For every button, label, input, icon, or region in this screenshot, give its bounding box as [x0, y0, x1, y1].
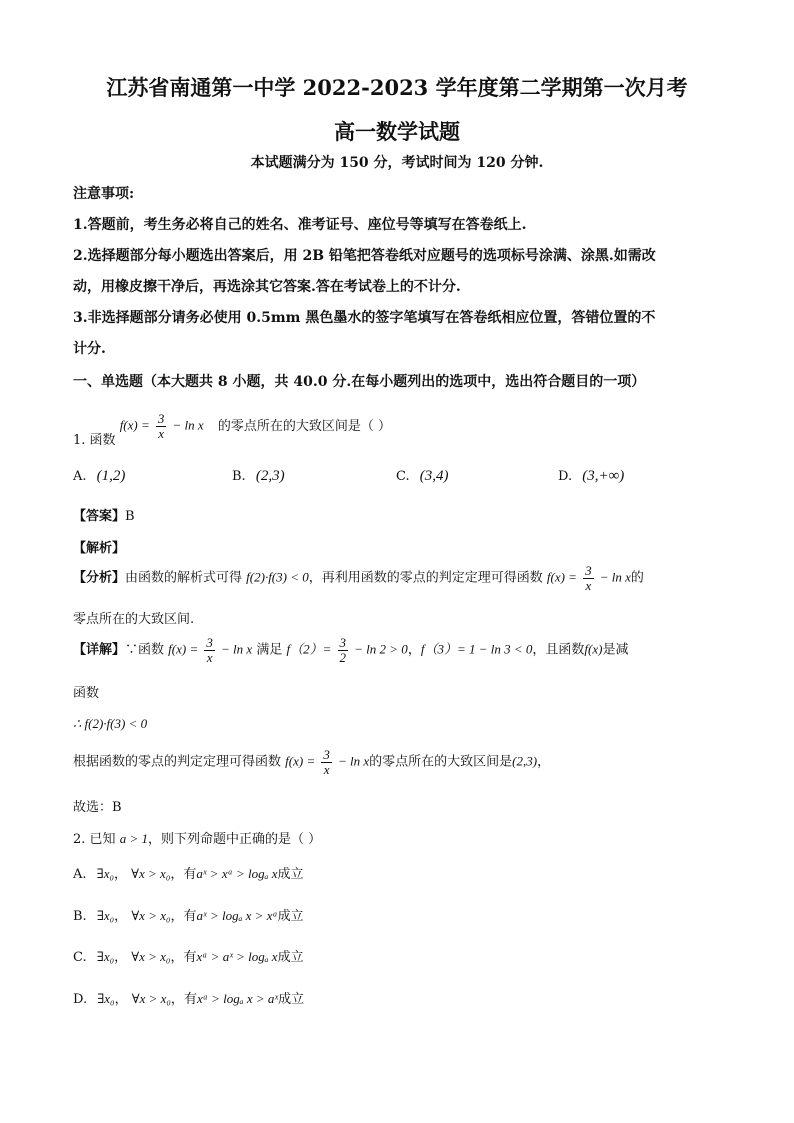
option-letter: A. [73, 867, 87, 882]
concl-func-lhs: f(x) = [285, 753, 316, 769]
option-you: 有 [183, 950, 197, 965]
concl-func-rhs: − ln x [338, 753, 370, 769]
option-value: (3,4) [419, 468, 449, 484]
q2-option-a[interactable] [73, 863, 304, 882]
xj-func-rhs: − ln x [221, 641, 253, 657]
xiangjie-tag: 【详解】 [73, 642, 126, 658]
page-title: 江苏省南通第一中学 2022-2023 学年度第二学期第一次月考 [106, 75, 688, 100]
fenxi-func-rhs: − ln x [599, 569, 631, 585]
q1-option-d[interactable] [558, 468, 624, 485]
fenxi-text: ，再利用函数的零点的判定定理可得函数 [308, 570, 543, 586]
concl-interval: (2,3) [512, 753, 538, 769]
fenxi-text: 的 [630, 570, 644, 586]
concl-end: ， [537, 754, 551, 770]
option-comma: ， [170, 992, 184, 1007]
option-letter: B. [73, 909, 87, 924]
fenxi-tag: 【分析】 [73, 570, 126, 586]
q2-suffix: ，则下列命题中正确的是（ ） [147, 832, 322, 847]
concl-fraction [321, 748, 332, 776]
q1-xiangjie-line1 [73, 636, 628, 664]
option-letter: A. [73, 469, 87, 484]
option-tail: 成立 [277, 950, 304, 965]
notes-heading: 注意事项: [73, 186, 135, 202]
notes-item-3b: 计分. [73, 341, 106, 357]
fenxi-math: f(2)·f(3) < 0 [246, 569, 309, 585]
q1-xiangjie-line2: 函数 [73, 686, 100, 701]
xj-text: 是减 [602, 642, 629, 658]
q1-stem [73, 411, 391, 448]
q1-therefore: ∴ f(2)·f(3) < 0 [73, 716, 148, 731]
page-subtitle: 高一数学试题 [334, 119, 460, 144]
fenxi-text: 由函数的解析式可得 [125, 570, 243, 586]
xj-f2-rhs: − ln 2 > 0 [354, 641, 408, 657]
xj-fraction [204, 636, 215, 664]
option-letter: D. [73, 992, 88, 1007]
q1-option-b[interactable] [232, 468, 285, 485]
option-letter: C. [73, 950, 87, 965]
concl-text: 根据函数的零点的判定定理可得函数 [73, 754, 282, 770]
concl-text: 的零点所在的大致区间是 [369, 754, 513, 770]
section-heading: 一、单选题（本大题共 8 小题，共 40.0 分.在每小题列出的选项中，选出符合题目的一项） [73, 374, 646, 390]
answer-tag: 【答案】 [73, 509, 126, 524]
option-comma: ， [114, 950, 128, 965]
option-exists: ∃x₀ [97, 991, 115, 1006]
frac-den: x [206, 649, 213, 665]
q1-frac-num: 3 [157, 411, 165, 426]
xj-text: ∵函数 [125, 642, 165, 658]
option-tail: 成立 [277, 867, 304, 882]
option-forall: ∀x > x₀ [131, 908, 171, 923]
q1-answer [73, 505, 135, 524]
option-expr: aˣ > logₐ x > xᵃ [196, 908, 278, 923]
option-forall: ∀x > x₀ [131, 991, 171, 1006]
option-value: (1,2) [96, 468, 126, 484]
analysis-tag: 【解析】 [73, 541, 126, 556]
xj-f2: f（2）= [286, 641, 332, 657]
q1-frac-den: x [158, 425, 165, 441]
q1-fraction [156, 412, 167, 440]
notes-item-2a: 2.选择题部分每小题选出答案后，用 2B 铅笔把答卷纸对应题号的选项标号涂满、涂黑.如需改 [73, 248, 656, 264]
notes-item-1: 1.答题前，考生务必将自己的姓名、准考证号、座位号等填写在答卷纸上. [73, 217, 527, 233]
frac-num: 3 [585, 563, 592, 578]
xj-fx: f(x) [584, 641, 603, 657]
xj-sep: ， [407, 642, 421, 658]
option-you: 有 [183, 992, 197, 1007]
fenxi-fraction [583, 564, 594, 592]
option-value: (3,+∞) [582, 468, 625, 484]
q2-option-b[interactable] [73, 905, 304, 924]
frac-num: 3 [323, 747, 330, 762]
q1-option-c[interactable] [396, 468, 449, 485]
q1-option-a[interactable] [73, 468, 125, 485]
q1-func-lhs: f(x) = [119, 417, 150, 433]
frac-num: 3 [206, 635, 213, 650]
q1-func-rhs: − ln x [172, 417, 204, 433]
q2-prefix: 2. 已知 [73, 832, 116, 847]
q1-fenxi-line1 [73, 564, 644, 592]
xj-f2-fraction [338, 636, 349, 664]
option-comma: ， [170, 950, 184, 965]
option-letter: C. [396, 469, 410, 484]
option-comma: ， [170, 909, 184, 924]
option-comma: ， [170, 867, 184, 882]
option-expr: xᵃ > logₐ x > aˣ [196, 991, 279, 1006]
q2-math: a > 1 [119, 831, 148, 846]
option-you: 有 [183, 867, 197, 882]
q2-option-d[interactable] [73, 988, 304, 1007]
option-letter: B. [232, 469, 246, 484]
fenxi-func-lhs: f(x) = [546, 569, 577, 585]
q1-choice: 故选：B [73, 800, 122, 815]
q1-prefix: 1. 函数 [73, 432, 116, 448]
q1-fenxi-line2: 零点所在的大致区间. [73, 612, 195, 627]
xj-f3: f（3）= 1 − ln 3 < 0 [420, 641, 533, 657]
option-comma: ， [114, 992, 128, 1007]
q1-suffix: 的零点所在的大致区间是（ ） [217, 418, 391, 434]
option-exists: ∃x₀ [96, 908, 115, 923]
option-you: 有 [183, 909, 197, 924]
frac-den: x [585, 577, 592, 593]
answer-value: B [125, 509, 135, 524]
option-tail: 成立 [278, 992, 305, 1007]
q1-conclusion [73, 748, 550, 776]
option-tail: 成立 [277, 909, 304, 924]
option-expr: xᵃ > aˣ > logₐ x [196, 949, 278, 964]
option-forall: ∀x > x₀ [131, 866, 171, 881]
xj-text: 满足 [256, 642, 283, 658]
frac-num: 3 [339, 635, 346, 650]
xj-func-lhs: f(x) = [168, 641, 199, 657]
option-value: (2,3) [255, 468, 285, 484]
frac-den: x [323, 761, 330, 777]
notes-item-2b: 动，用橡皮擦干净后，再选涂其它答案.答在考试卷上的不计分. [73, 279, 461, 295]
option-expr: aˣ > xᵃ > logₐ x [196, 866, 278, 881]
exam-info: 本试题满分为 150 分，考试时间为 120 分钟. [250, 155, 544, 171]
xj-text: ，且函数 [532, 642, 585, 658]
option-exists: ∃x₀ [96, 866, 115, 881]
option-exists: ∃x₀ [96, 949, 115, 964]
option-letter: D. [558, 469, 573, 484]
option-comma: ， [114, 867, 128, 882]
option-comma: ， [114, 909, 128, 924]
notes-item-3a: 3.非选择题部分请务必使用 0.5mm 黑色墨水的签字笔填写在答卷纸相应位置，答错位置的不 [73, 310, 656, 326]
option-forall: ∀x > x₀ [131, 949, 171, 964]
q2-option-c[interactable] [73, 946, 304, 965]
q2-stem [73, 828, 321, 847]
frac-den: 2 [339, 649, 346, 665]
